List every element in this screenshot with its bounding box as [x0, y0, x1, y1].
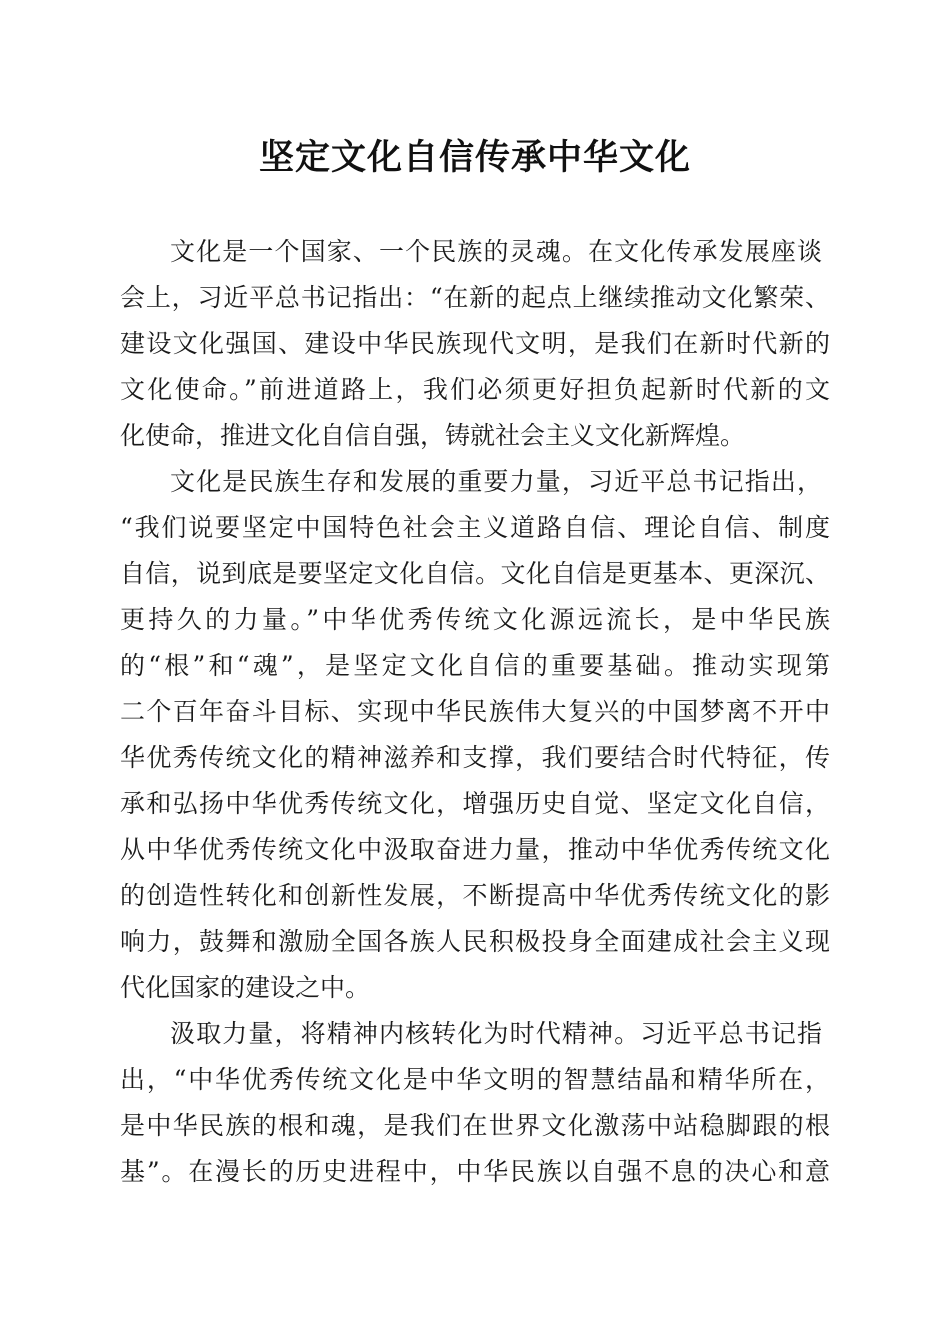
paragraph-2-line-9: 从中华优秀传统文化中汲取奋进力量，推动中华优秀传统文化 — [120, 835, 830, 864]
page-title: 坚定文化自信传承中华文化 — [258, 137, 691, 178]
paragraph-2-line-11: 响力，鼓舞和激励全国各族人民积极投身全面建成社会主义现 — [120, 927, 830, 956]
paragraph-2-line-2: “我们说要坚定中国特色社会主义道路自信、理论自信、制度 — [120, 513, 830, 542]
paragraph-2-line-7: 华优秀传统文化的精神滋养和支撑，我们要结合时代特征，传 — [120, 743, 830, 772]
paragraph-3-line-1: 汲取力量，将精神内核转化为时代精神。习近平总书记指 — [170, 1019, 822, 1048]
paragraph-1-line-2: 会上，习近平总书记指出：“在新的起点上继续推动文化繁荣、 — [120, 283, 830, 312]
paragraph-2-line-10: 的创造性转化和创新性发展，不断提高中华优秀传统文化的影 — [120, 881, 830, 910]
paragraph-2-line-1: 文化是民族生存和发展的重要力量，习近平总书记指出， — [170, 467, 822, 496]
paragraph-2-line-5: 的“根”和“魂”，是坚定文化自信的重要基础。推动实现第 — [120, 651, 830, 680]
paragraph-2-line-3: 自信，说到底是要坚定文化自信。文化自信是更基本、更深沉、 — [120, 559, 830, 588]
paragraph-1-line-4: 文化使命。”前进道路上，我们必须更好担负起新时代新的文 — [120, 375, 830, 404]
paragraph-2-line-4: 更持久的力量。”中华优秀传统文化源远流长，是中华民族 — [120, 605, 830, 634]
paragraph-3-line-2: 出，“中华优秀传统文化是中华文明的智慧结晶和精华所在， — [120, 1065, 830, 1094]
paragraph-3-line-3: 是中华民族的根和魂，是我们在世界文化激荡中站稳脚跟的根 — [120, 1111, 830, 1140]
paragraph-1-line-1: 文化是一个国家、一个民族的灵魂。在文化传承发展座谈 — [170, 237, 822, 266]
paragraph-2-line-8: 承和弘扬中华优秀传统文化，增强历史自觉、坚定文化自信， — [120, 789, 830, 818]
paragraph-1-line-5: 化使命，推进文化自信自强，铸就社会主义文化新辉煌。 — [120, 421, 746, 450]
paragraph-3-line-4: 基”。在漫长的历史进程中，中华民族以自强不息的决心和意 — [120, 1157, 830, 1186]
paragraph-2-line-12: 代化国家的建设之中。 — [120, 973, 371, 1002]
paragraph-1-line-3: 建设文化强国、建设中华民族现代文明，是我们在新时代新的 — [120, 329, 830, 358]
paragraph-2-line-6: 二个百年奋斗目标、实现中华民族伟大复兴的中国梦离不开中 — [120, 697, 830, 726]
